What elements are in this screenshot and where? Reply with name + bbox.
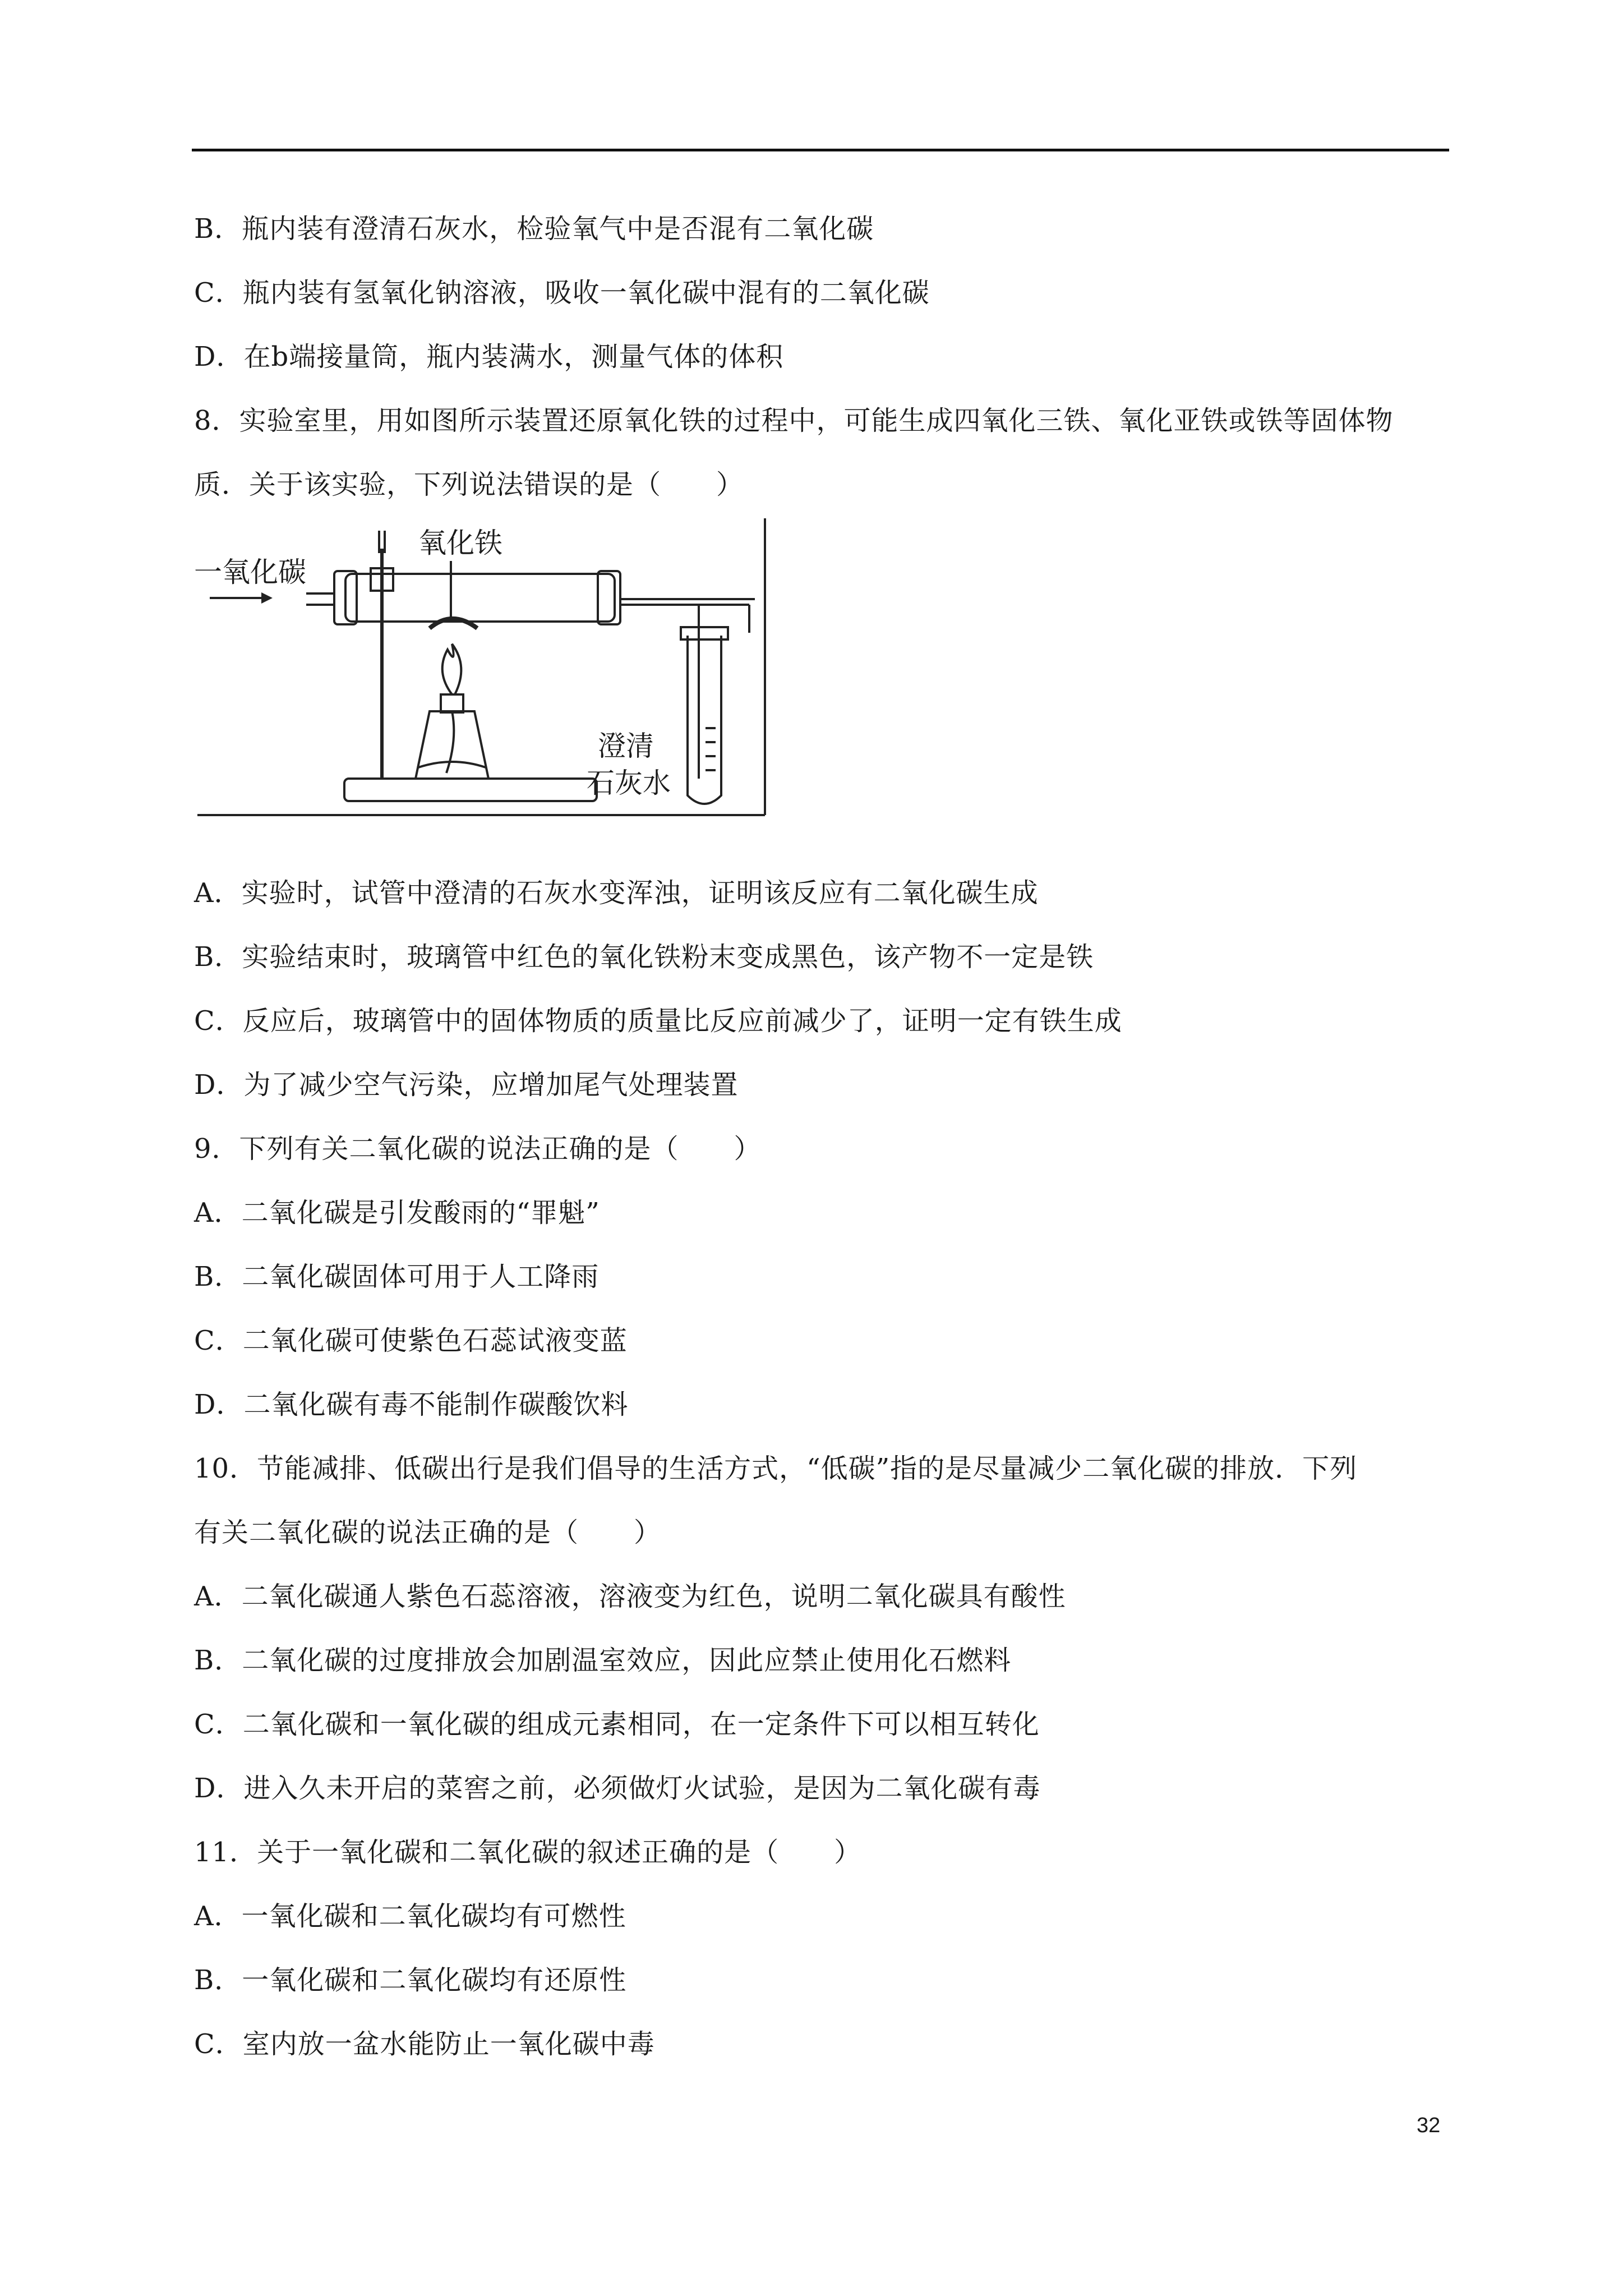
q8-option-c: C．反应后，玻璃管中的固体物质的质量比反应前减少了，证明一定有铁生成 bbox=[194, 1005, 1122, 1037]
header-rule bbox=[192, 149, 1449, 151]
q9-option-a: A．二氧化碳是引发酸雨的“罪魁” bbox=[194, 1197, 600, 1228]
page-number: 32 bbox=[1417, 2114, 1441, 2137]
q10-stem-line-1: 10．节能减排、低碳出行是我们倡导的生活方式，“低碳”指的是尽量减少二氧化碳的排放．下列 bbox=[194, 1453, 1358, 1484]
q11-option-b: B．一氧化碳和二氧化碳均有还原性 bbox=[194, 1964, 627, 1996]
limewater-label-line-1: 澄清 bbox=[598, 730, 654, 762]
q10-option-a: A．二氧化碳通人紫色石蕊溶液，溶液变为红色，说明二氧化碳具有酸性 bbox=[194, 1581, 1066, 1612]
q8-stem-line-1: 8．实验室里，用如图所示装置还原氧化铁的过程中，可能生成四氧化三铁、氧化亚铁或铁等固体物 bbox=[194, 405, 1394, 436]
q8-option-d: D．为了减少空气污染，应增加尾气处理装置 bbox=[194, 1069, 739, 1101]
q8-stem-line-2: 质．关于该实验，下列说法错误的是（ ） bbox=[194, 469, 744, 500]
q9-option-b: B．二氧化碳固体可用于人工降雨 bbox=[194, 1261, 600, 1292]
q7-option-c: C．瓶内装有氢氧化钠溶液，吸收一氧化碳中混有的二氧化碳 bbox=[194, 277, 930, 309]
q7-option-d: D．在b端接量筒，瓶内装满水，测量气体的体积 bbox=[194, 341, 784, 372]
q10-option-c: C．二氧化碳和一氧化碳的组成元素相同，在一定条件下可以相互转化 bbox=[194, 1709, 1040, 1740]
q8-option-b: B．实验结束时，玻璃管中红色的氧化铁粉末变成黑色，该产物不一定是铁 bbox=[194, 941, 1094, 973]
q9-option-c: C．二氧化碳可使紫色石蕊试液变蓝 bbox=[194, 1325, 628, 1356]
q11-option-a: A．一氧化碳和二氧化碳均有可燃性 bbox=[194, 1901, 626, 1932]
q9-option-d: D．二氧化碳有毒不能制作碳酸饮料 bbox=[194, 1389, 629, 1420]
q8-option-a: A．实验时，试管中澄清的石灰水变浑浊，证明该反应有二氧化碳生成 bbox=[194, 877, 1039, 909]
co-reduction-apparatus-figure bbox=[194, 515, 766, 818]
limewater-label-line-2: 石灰水 bbox=[587, 767, 671, 799]
q10-stem-line-2: 有关二氧化碳的说法正确的是（ ） bbox=[194, 1517, 662, 1548]
q7-option-b: B．瓶内装有澄清石灰水，检验氧气中是否混有二氧化碳 bbox=[194, 213, 874, 245]
iron-oxide-label: 氧化铁 bbox=[418, 527, 502, 559]
q9-stem: 9．下列有关二氧化碳的说法正确的是（ ） bbox=[194, 1133, 762, 1165]
carbon-monoxide-label: 一氧化碳 bbox=[194, 556, 306, 588]
q10-option-d: D．进入久未开启的菜窖之前，必须做灯火试验，是因为二氧化碳有毒 bbox=[194, 1773, 1041, 1804]
q10-option-b: B．二氧化碳的过度排放会加剧温室效应，因此应禁止使用化石燃料 bbox=[194, 1645, 1012, 1676]
q11-option-c: C．室内放一盆水能防止一氧化碳中毒 bbox=[194, 2028, 655, 2060]
q11-stem: 11．关于一氧化碳和二氧化碳的叙述正确的是（ ） bbox=[194, 1837, 862, 1868]
